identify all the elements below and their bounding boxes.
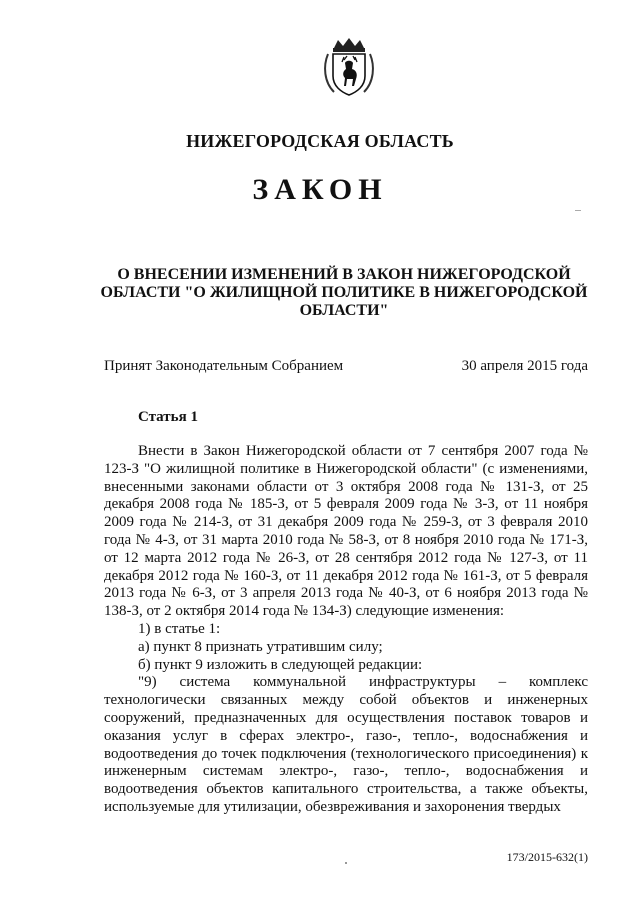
list-item: б) пункт 9 изложить в следующей редакции: xyxy=(138,656,423,673)
document-type: ЗАКОН xyxy=(252,173,388,206)
adoption-line xyxy=(104,358,588,375)
law-title: О ВНЕСЕНИИ ИЗМЕНЕНИЙ В ЗАКОН НИЖЕГОРОДСКОЙ ОБЛАСТИ "О ЖИЛИЩНОЙ ПОЛИТИКЕ В НИЖЕГОРОДСКОЙ ОБЛАСТИ" xyxy=(100,266,588,319)
adoption-text: Принят Законодательным Собранием xyxy=(104,358,344,374)
article-intro-paragraph: Внести в Закон Нижегородской области от 7 сентября 2007 года № 123-З "О жилищной политике в Нижегородской области" (с изменениями, внесенными законами области от 3 октября 2008 года № 131-З, от 25 декабря 2008 года № 185-З, от 5 февраля 2009 года № 3-З, от 11 ноября 2009 года № 214-З, от 31 декабря 2009 года № 259-З, от 3 февраля 2010 года № 4-З, от 31 марта 2010 года № 58-З, от 8 ноября 2010 года № 171-З, от 12 марта 2012 года № 26-З, от 28 сентября 2012 года № 127-З, от 11 декабря 2012 года № 160-З, от 11 декабря 2012 года № 161-З, от 5 февраля 2013 года № 6-З, от 3 апреля 2013 года № 40-З, от 6 ноября 2013 года № 138-З, от 2 октября 2014 года № 134-З) следующие изменения: xyxy=(104,443,588,620)
coat-of-arms-deer-icon xyxy=(320,36,378,98)
region-name: НИЖЕГОРОДСКАЯ ОБЛАСТЬ xyxy=(186,131,454,151)
document-code: 173/2015-632(1) xyxy=(506,850,588,864)
list-item: а) пункт 8 признать утратившим силу; xyxy=(138,638,383,655)
definition-paragraph: "9) система коммунальной инфраструктуры – комплекс технологически связанных между собой объектов и инженерных сооружений, предназначенных для осуществления поставок товаров и оказания услуг в сферах электро-, газо-, тепло-, водоснабжения и водоотведения до точек подключения (технологического присоединения) к инженерным системам электро-, газо-, тепло-, водоснабжения и водоотведения объектов капитального строительства, а также объекты, используемые для утилизации, обезвреживания и захоронения твердых xyxy=(104,674,588,815)
article-body xyxy=(104,443,588,817)
list-item: 1) в статье 1: xyxy=(138,620,221,637)
adoption-date: 30 апреля 2015 года xyxy=(461,358,588,374)
scan-dot xyxy=(345,862,347,864)
article-heading: Статья 1 xyxy=(138,409,198,425)
scan-mark xyxy=(575,210,581,211)
